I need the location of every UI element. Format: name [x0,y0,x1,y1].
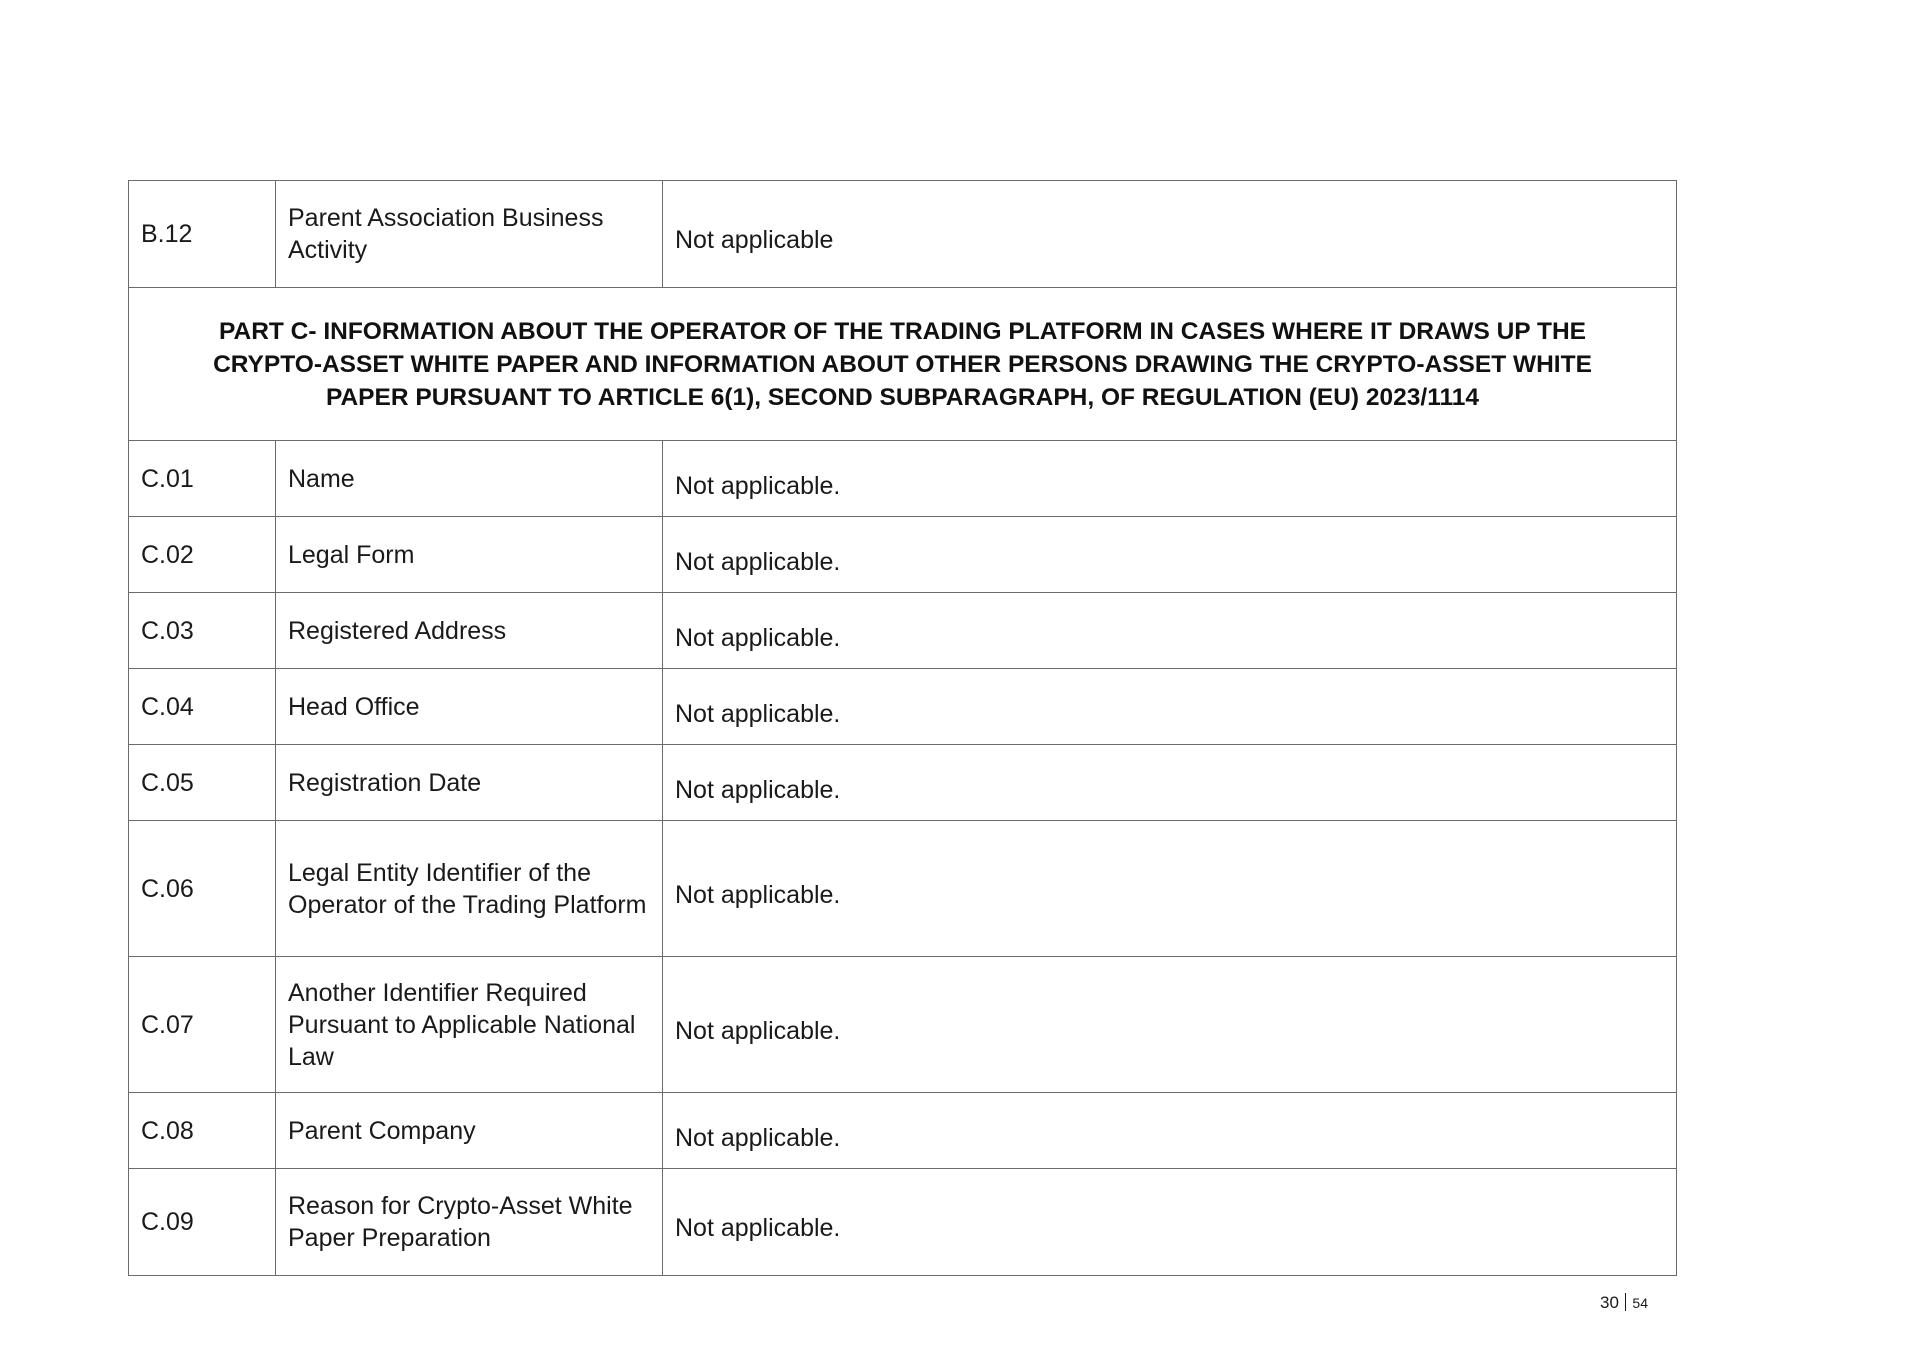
table-row-b12 [129,181,1677,288]
row-label: Legal Entity Identifier of the Operator of the Trading Platform [276,821,663,957]
row-value: Not applicable. [663,745,1677,821]
page-number-divider [1625,1293,1627,1311]
section-heading-row [129,288,1677,441]
row-value: Not applicable. [663,1093,1677,1169]
row-code: B.12 [129,181,276,288]
table-row [129,1169,1677,1276]
row-code: C.01 [129,441,276,517]
table-row [129,593,1677,669]
row-code: C.05 [129,745,276,821]
row-code: C.07 [129,957,276,1093]
row-code: C.09 [129,1169,276,1276]
row-value: Not applicable. [663,669,1677,745]
row-label: Registered Address [276,593,663,669]
table-row [129,1093,1677,1169]
row-label: Legal Form [276,517,663,593]
row-value: Not applicable. [663,441,1677,517]
row-code: C.06 [129,821,276,957]
row-code: C.02 [129,517,276,593]
row-value: Not applicable. [663,517,1677,593]
table-row [129,441,1677,517]
row-value: Not applicable. [663,1169,1677,1276]
row-label: Reason for Crypto-Asset White Paper Preparation [276,1169,663,1276]
table-row [129,821,1677,957]
row-code: C.03 [129,593,276,669]
page-number [1600,1293,1648,1313]
table-row [129,669,1677,745]
page-total: 54 [1632,1295,1648,1311]
row-label: Head Office [276,669,663,745]
part-c-heading: PART C- INFORMATION ABOUT THE OPERATOR OF THE TRADING PLATFORM IN CASES WHERE IT DRAWS UP THE CRYPTO-ASSET WHITE PAPER AND INFORMATION ABOUT OTHER PERSONS DRAWING THE CRYPTO-ASSET WHITE PAPER PURSUANT TO ARTICLE 6(1), SECOND SUBPARAGRAPH, OF REGULATION (EU) 2023/1114 [129,288,1677,441]
table-row [129,517,1677,593]
table-row [129,745,1677,821]
row-label: Name [276,441,663,517]
row-label: Another Identifier Required Pursuant to Applicable National Law [276,957,663,1093]
row-code: C.04 [129,669,276,745]
row-value: Not applicable [663,181,1677,288]
row-code: C.08 [129,1093,276,1169]
table-row [129,957,1677,1093]
row-label: Registration Date [276,745,663,821]
disclosure-table [128,180,1677,1276]
page-current: 30 [1600,1293,1619,1312]
row-value: Not applicable. [663,593,1677,669]
row-value: Not applicable. [663,821,1677,957]
row-value: Not applicable. [663,957,1677,1093]
row-label: Parent Company [276,1093,663,1169]
row-label: Parent Association Business Activity [276,181,663,288]
